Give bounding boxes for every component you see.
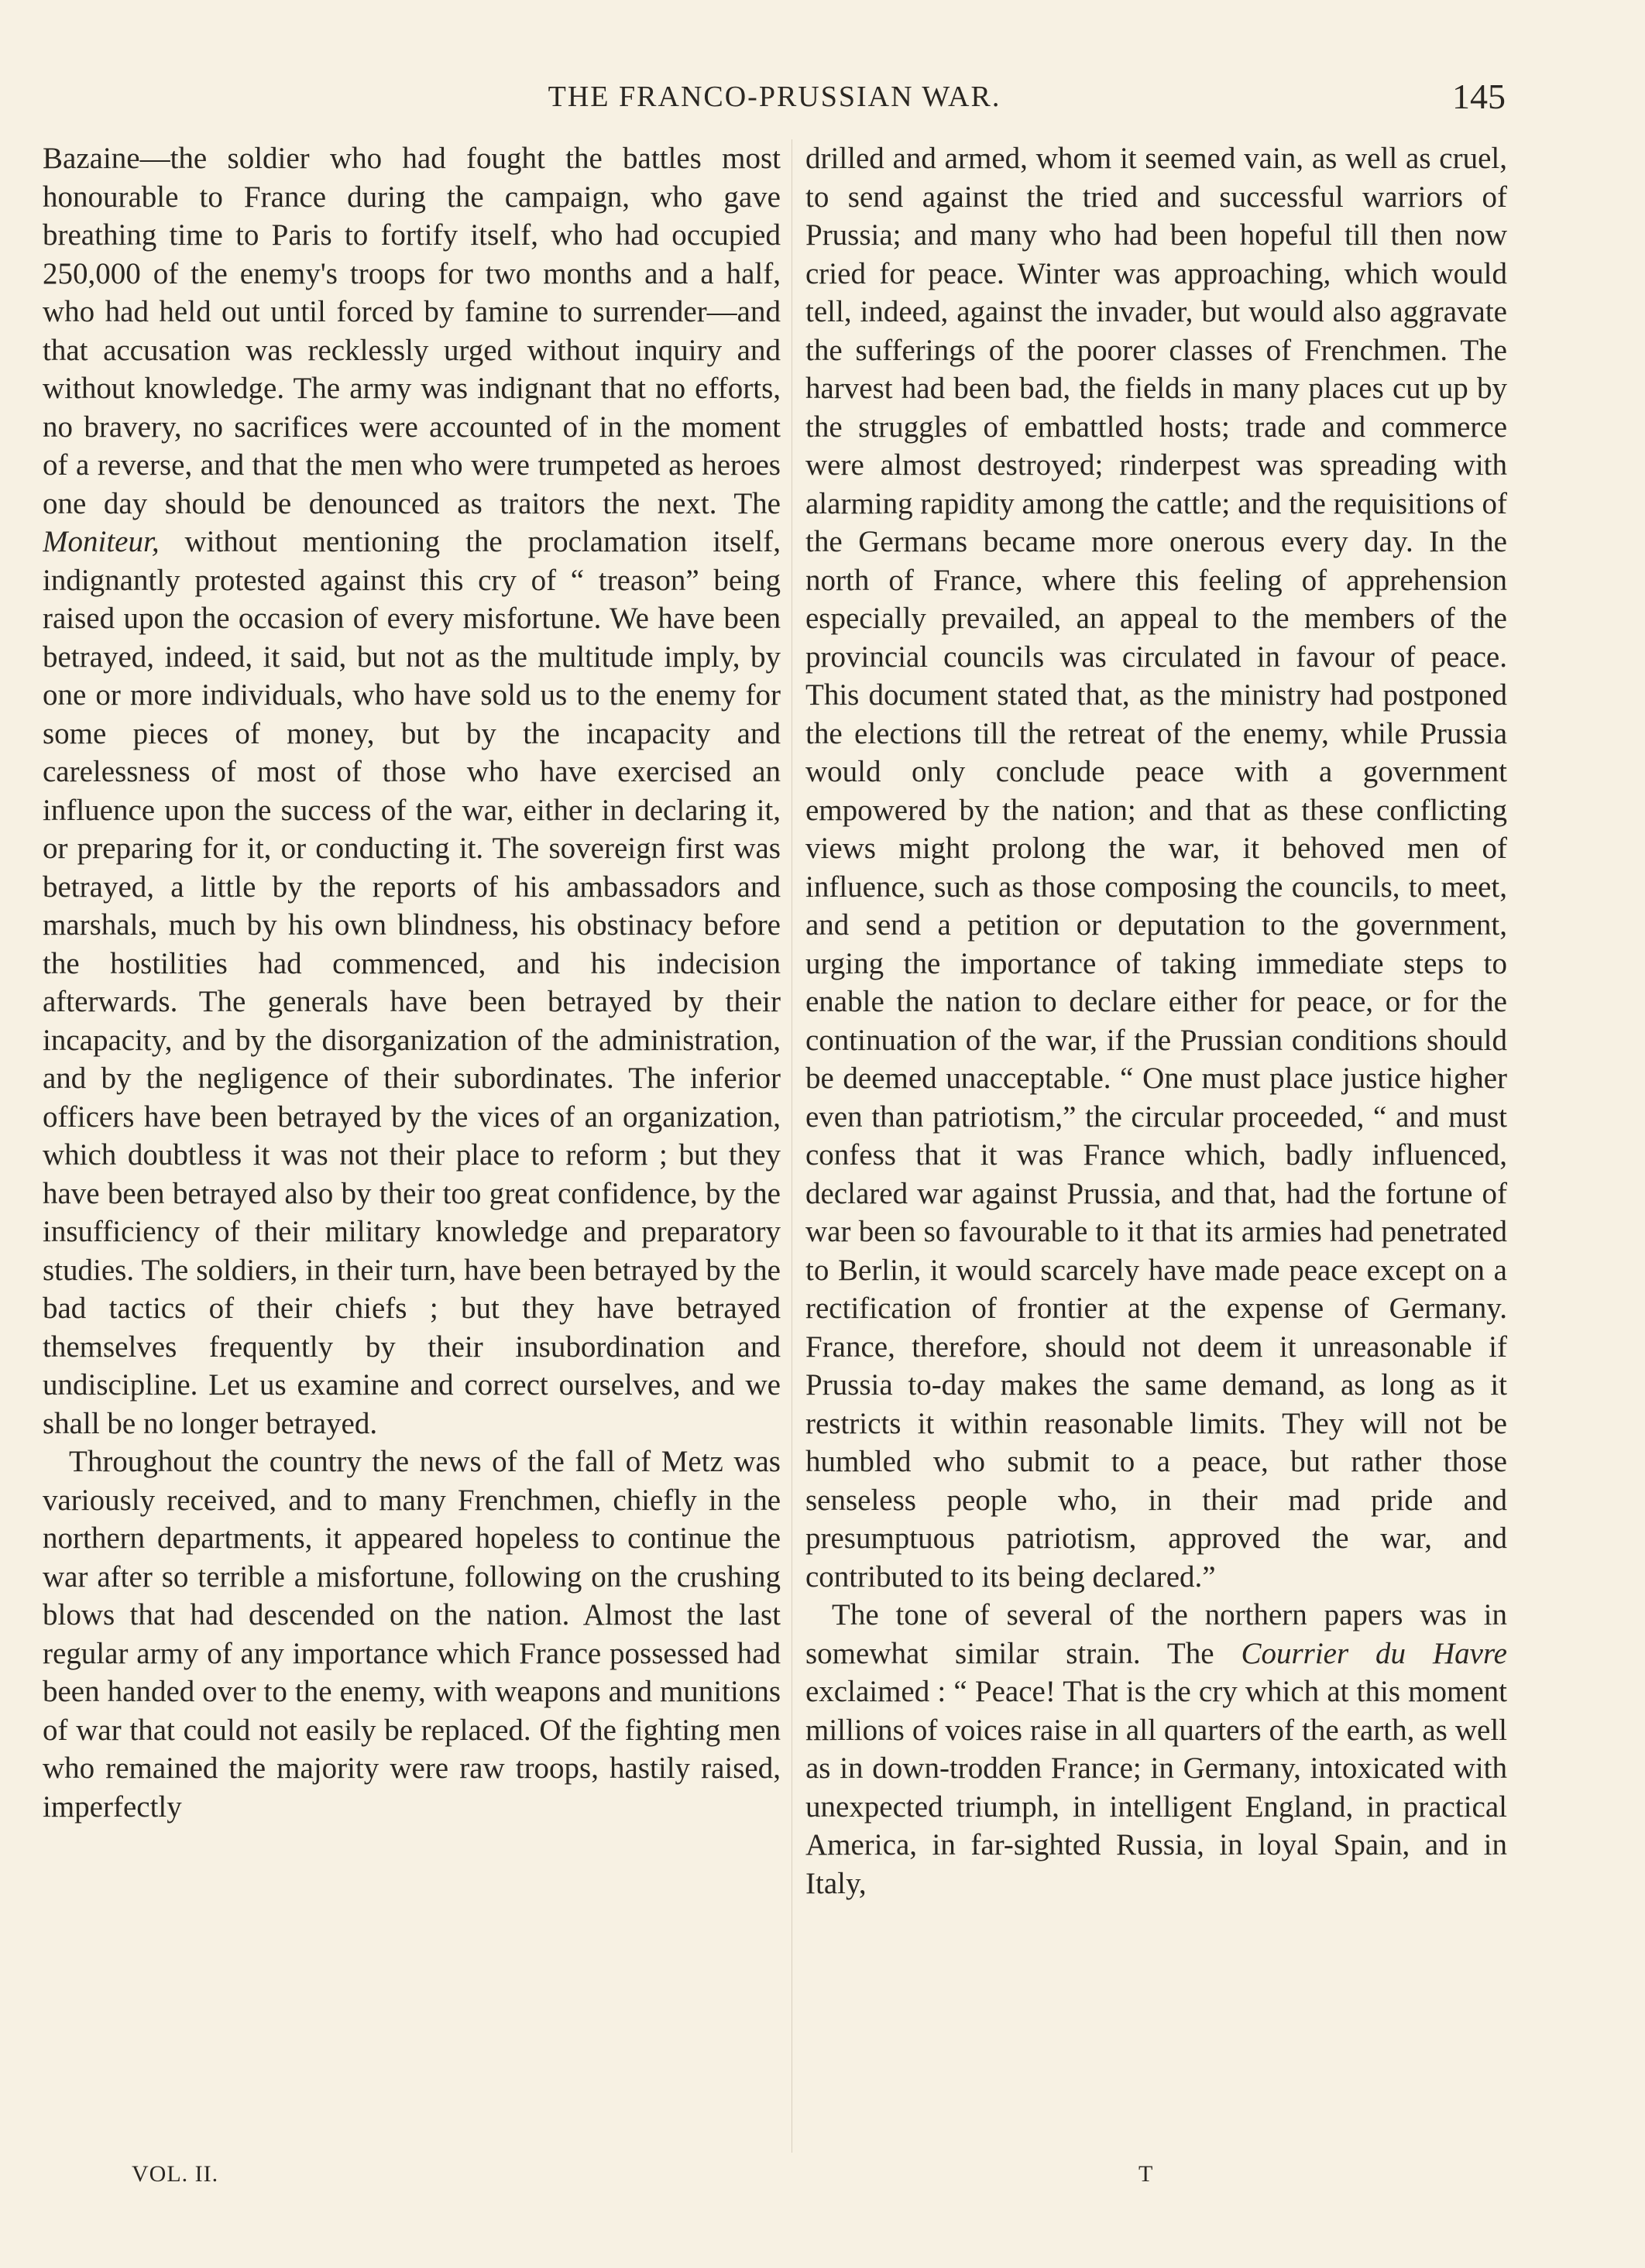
left-column xyxy=(43,139,781,2153)
left-p1-rest: without mentioning the proclamation itself, indignantly protested against this cry of “ treason” being raised upon the occasion of every misfortune. We have been betrayed, indeed, it said, but not as the multitude imply, by one or more individuals, who have sold us to the enemy for some pieces of money, but by the incapacity and carelessness of most of those who have exercised an influence upon the success of the war, either in declaring it, or preparing for it, or conducting it. The sovereign first was betrayed, a little by the reports of his ambassadors and marshals, much by his own blindness, his obstinacy before the hostilities had commenced, and his indecision afterwards. The generals have been betrayed by their incapacity, and by the disorganization of the administration, and by the negligence of their subordinates. The inferior officers have been betrayed by the vices of an organization, which doubtless it was not their place to reform ; but they have been betrayed also by their too great confidence, by the insufficiency of their military knowledge and preparatory studies. The soldiers, in their turn, have been betrayed by the bad tactics of their chiefs ; but they have betrayed themselves frequently by their insubordination and undiscipline. Let us examine and correct ourselves, and we shall be no longer betrayed. xyxy=(43,525,781,1440)
left-p1-text: Bazaine—the soldier who had fought the battles most honourable to France during the campaign, who gave breathing time to Paris to fortify itself, who had occupied 250,000 of the enemy's troops for two months and a half, who had held out until forced by famine to surrender—and that accusation was recklessly urged without inquiry and without knowledge. The army was indignant that no efforts, no bravery, no sacrifices were accounted of in the moment of a reverse, and that the men who were trumpeted as heroes one day should be denounced as traitors the next. The xyxy=(43,142,781,520)
volume-label: VOL. II. xyxy=(132,2161,219,2187)
right-p2-start: The tone of several of the northern papers was in somewhat similar strain. The xyxy=(805,1598,1507,1670)
left-paragraph-2: Throughout the country the news of the fall of Metz was variously received, and to many Frenchmen, chiefly in the northern departments, it appeared hopeless to continue the war after so terrible a misfortune, following on the crushing blows that had descended on the nation. Almost the last regular army of any importance which France possessed had been handed over to the enemy, with weapons and munitions of war that could not easily be replaced. Of the fighting men who remained the majority were raw troops, hastily raised, imperfectly xyxy=(43,1445,781,1824)
left-paragraph-1 xyxy=(43,139,781,1443)
left-p1-italic: Moniteur, xyxy=(43,525,160,558)
signature-mark: T xyxy=(1138,2161,1153,2187)
right-column xyxy=(805,139,1507,2153)
right-p2-rest: exclaimed : “ Peace! That is the cry which at this moment millions of voices raise in all quarters of the earth, as well as in down-trodden France; in Germany, intoxicated with unexpected triumph, in intelligent England, in practical America, in far-sighted Russia, in loyal Spain, and in Italy, xyxy=(805,1675,1507,1900)
right-paragraph-2 xyxy=(805,1596,1507,1903)
right-paragraph-1: drilled and armed, whom it seemed vain, as well as cruel, to send against the tried and successful warriors of Prussia; and many who had been hopeful till then now cried for peace. Winter was approaching, which would tell, indeed, against the invader, but would also aggravate the sufferings of the poorer classes of Frenchmen. The harvest had been bad, the fields in many places cut up by the struggles of embattled hosts; trade and commerce were almost destroyed; rinderpest was spreading with alarming rapidity among the cattle; and the requisitions of the Germans became more onerous every day. In the north of France, where this feeling of apprehension especially prevailed, an appeal to the members of the provincial councils was circulated in favour of peace. This document stated that, as the ministry had postponed the elections till the retreat of the enemy, while Prussia would only conclude peace with a government empowered by the nation; and that as these conflicting views might prolong the war, it behoved men of influence, such as those composing the councils, to meet, and send a petition or deputation to the government, urging the importance of taking immediate steps to enable the nation to declare either for peace, or for the continuation of the war, if the Prussian conditions should be deemed unacceptable. “ One must place justice higher even than patriotism,” the circular proceeded, “ and must confess that it was France which, badly influenced, declared war against Prussia, and that, had the fortune of war been so favourable to it that its armies had penetrated to Berlin, it would scarcely have made peace except on a rectification of frontier at the expense of Germany. France, therefore, should not deem it unreasonable if Prussia to-day makes the same demand, as long as it restricts it within reasonable limits. They will not be humbled who submit to a peace, but rather those senseless people who, in their mad pride and presumptuous patriotism, approved the war, and contributed to its being declared.” xyxy=(805,142,1507,1594)
right-p2-italic: Courrier du Havre xyxy=(1241,1636,1507,1670)
running-title: THE FRANCO-PRUSSIAN WAR. xyxy=(548,81,1001,113)
page-number: 145 xyxy=(1452,77,1506,116)
